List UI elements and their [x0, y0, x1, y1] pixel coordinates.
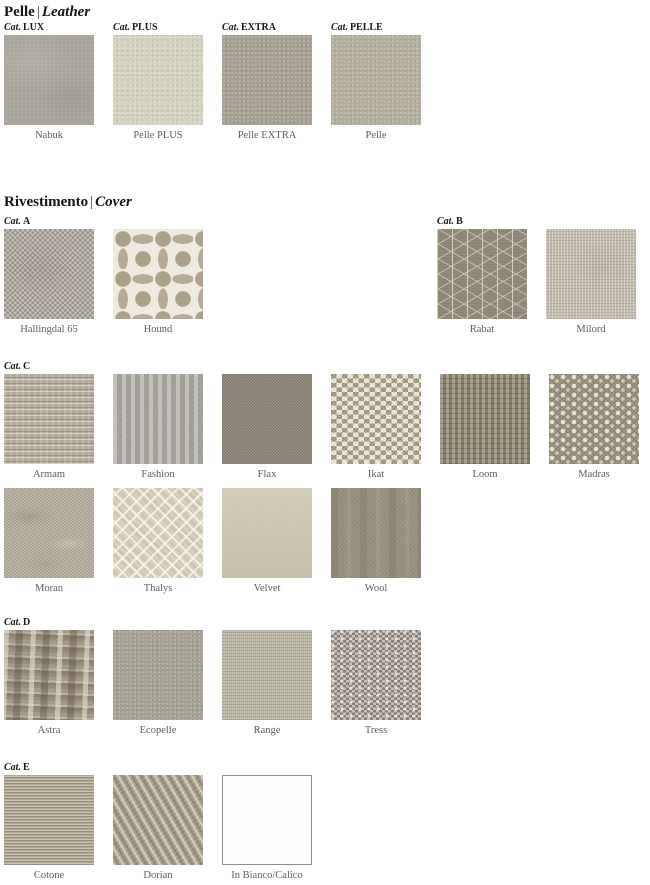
swatch-in-bianco-calico — [222, 775, 312, 865]
category-label: Cat. E — [4, 762, 30, 773]
category-label: Cat. A — [4, 216, 31, 227]
swatch-pelle — [331, 35, 421, 125]
swatch-fashion — [113, 374, 203, 464]
section-title-cover — [4, 193, 132, 211]
fabric-name-label: Rabat — [469, 324, 495, 335]
leather-section — [4, 3, 421, 142]
fabric-item — [222, 630, 312, 737]
swatch-hound — [113, 229, 203, 319]
fabric-name-label: Hound — [143, 324, 173, 335]
fabric-name-label: Pelle EXTRA — [237, 130, 297, 141]
fabric-name-label: Dorian — [143, 870, 173, 881]
fabric-item — [440, 374, 530, 481]
swatch-range — [222, 630, 312, 720]
fabric-name-label: Madras — [578, 469, 610, 480]
fabric-item — [113, 630, 203, 737]
fabric-item — [222, 775, 312, 882]
fabric-name-label: In Bianco/Calico — [231, 870, 303, 881]
swatch-wool — [331, 488, 421, 578]
swatch-armam — [4, 374, 94, 464]
swatch-ikat — [331, 374, 421, 464]
swatch-ecopelle — [113, 630, 203, 720]
swatch-pelle-plus — [113, 35, 203, 125]
fabric-item — [437, 229, 527, 336]
fabric-item — [113, 374, 203, 481]
fabric-name-label: Tress — [364, 725, 388, 736]
leather-item — [222, 22, 312, 142]
fabric-name-label: Moran — [35, 583, 63, 594]
swatch-flax — [222, 374, 312, 464]
fabric-name-label: Hallingdal 65 — [20, 324, 78, 335]
fabric-name-label: Armam — [32, 469, 66, 480]
fabric-item — [549, 374, 639, 481]
fabric-name-label: Astra — [37, 725, 61, 736]
section-title-en: Cover — [95, 194, 132, 210]
title-separator: | — [36, 4, 40, 20]
fabric-item — [4, 488, 94, 595]
fabric-name-label: Ecopelle — [139, 725, 177, 736]
swatch-nabuk — [4, 35, 94, 125]
section-title-en: Leather — [41, 4, 91, 20]
swatch-moran — [4, 488, 94, 578]
fabric-item — [331, 488, 421, 595]
swatch-astra — [4, 630, 94, 720]
cover-group-c — [4, 361, 639, 595]
swatch-hallingdal-65 — [4, 229, 94, 319]
category-label: Cat. PELLE — [331, 22, 383, 33]
section-title-it: Pelle — [4, 4, 35, 20]
category-label: Cat. PLUS — [113, 22, 158, 33]
swatch-pelle-extra — [222, 35, 312, 125]
fabric-name-label: Pelle PLUS — [133, 130, 183, 141]
fabric-item — [4, 630, 94, 737]
cover-group-d — [4, 617, 421, 737]
swatch-thalys — [113, 488, 203, 578]
fabric-item — [222, 374, 312, 481]
fabric-item — [4, 374, 94, 481]
fabric-item — [222, 488, 312, 595]
title-separator: | — [90, 194, 94, 210]
fabric-name-label: Fashion — [141, 469, 175, 480]
cover-section-title-block — [4, 193, 132, 211]
swatch-madras — [549, 374, 639, 464]
category-label: Cat. B — [437, 216, 463, 227]
category-label: Cat. D — [4, 617, 31, 628]
leather-item — [331, 22, 421, 142]
swatch-cotone — [4, 775, 94, 865]
fabric-name-label: Loom — [472, 469, 498, 480]
fabric-item — [4, 775, 94, 882]
category-label: Cat. LUX — [4, 22, 45, 33]
swatch-velvet — [222, 488, 312, 578]
category-label: Cat. C — [4, 361, 31, 372]
swatch-milord — [546, 229, 636, 319]
fabric-name-label: Nabuk — [35, 130, 63, 141]
swatch-rabat — [437, 229, 527, 319]
fabric-name-label: Thalys — [143, 583, 173, 594]
swatch-tress — [331, 630, 421, 720]
fabric-name-label: Velvet — [253, 583, 281, 594]
fabric-name-label: Range — [253, 725, 281, 736]
fabric-item — [331, 630, 421, 737]
leather-item — [4, 22, 94, 142]
cover-group-a — [4, 216, 203, 336]
fabric-name-label: Milord — [576, 324, 606, 335]
fabric-item — [546, 229, 636, 336]
swatch-dorian — [113, 775, 203, 865]
category-label: Cat. EXTRA — [222, 22, 276, 33]
fabric-name-label: Cotone — [33, 870, 65, 881]
fabric-item — [113, 488, 203, 595]
swatch-loom — [440, 374, 530, 464]
leather-item — [113, 22, 203, 142]
cover-group-e — [4, 762, 312, 882]
fabric-item — [113, 775, 203, 882]
section-title-leather — [4, 3, 421, 21]
fabric-name-label: Ikat — [367, 469, 385, 480]
fabric-name-label: Pelle — [365, 130, 387, 141]
cover-group-b — [437, 216, 636, 336]
fabric-item — [113, 229, 203, 336]
section-title-it: Rivestimento — [4, 194, 89, 210]
fabric-item — [331, 374, 421, 481]
fabric-name-label: Flax — [257, 469, 277, 480]
fabric-item — [4, 229, 94, 336]
fabric-name-label: Wool — [364, 583, 388, 594]
